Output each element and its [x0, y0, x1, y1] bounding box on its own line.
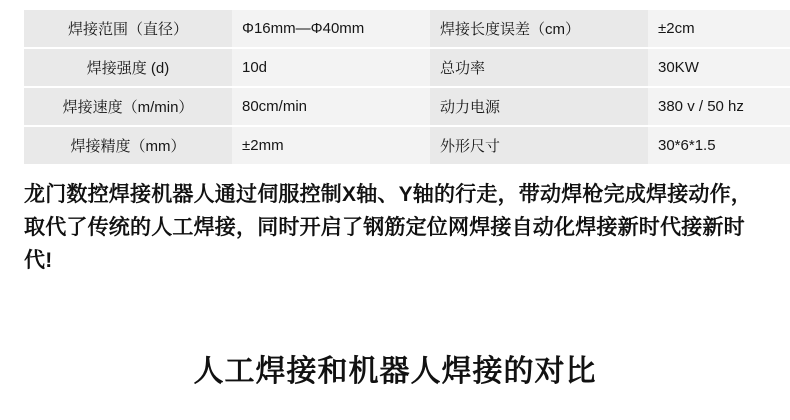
spec-value: 30KW: [648, 48, 790, 87]
table-row: [24, 10, 790, 48]
table-row: [24, 126, 790, 164]
table-row: [24, 48, 790, 87]
spec-label: 焊接速度（m/min）: [24, 87, 232, 126]
spec-value: Φ16mm—Φ40mm: [232, 10, 430, 48]
spec-label: 焊接长度误差（cm）: [430, 10, 648, 48]
spec-value: ±2cm: [648, 10, 790, 48]
spec-label: 焊接强度 (d): [24, 48, 232, 87]
spec-label: 总功率: [430, 48, 648, 87]
spec-value: 80cm/min: [232, 87, 430, 126]
spec-value: 10d: [232, 48, 430, 87]
spec-label: 外形尺寸: [430, 126, 648, 164]
spec-label: 焊接范围（直径）: [24, 10, 232, 48]
table-row: [24, 87, 790, 126]
table-body: [24, 10, 790, 164]
spec-value: 380 v / 50 hz: [648, 87, 790, 126]
section-heading: 人工焊接和机器人焊接的对比: [193, 355, 597, 388]
specification-table: [24, 10, 790, 164]
document-page: [0, 10, 790, 420]
spec-label: 动力电源: [430, 87, 648, 126]
spec-label: 焊接精度（mm）: [24, 126, 232, 164]
spec-value: 30*6*1.5: [648, 126, 790, 164]
spec-value: ±2mm: [232, 126, 430, 164]
body-paragraph: 龙门数控焊接机器人通过伺服控制X轴、Y轴的行走，带动焊枪完成焊接动作，取代了传统的人工焊接，同时开启了钢筋定位网焊接自动化焊接新时代接新时代!: [24, 183, 753, 272]
